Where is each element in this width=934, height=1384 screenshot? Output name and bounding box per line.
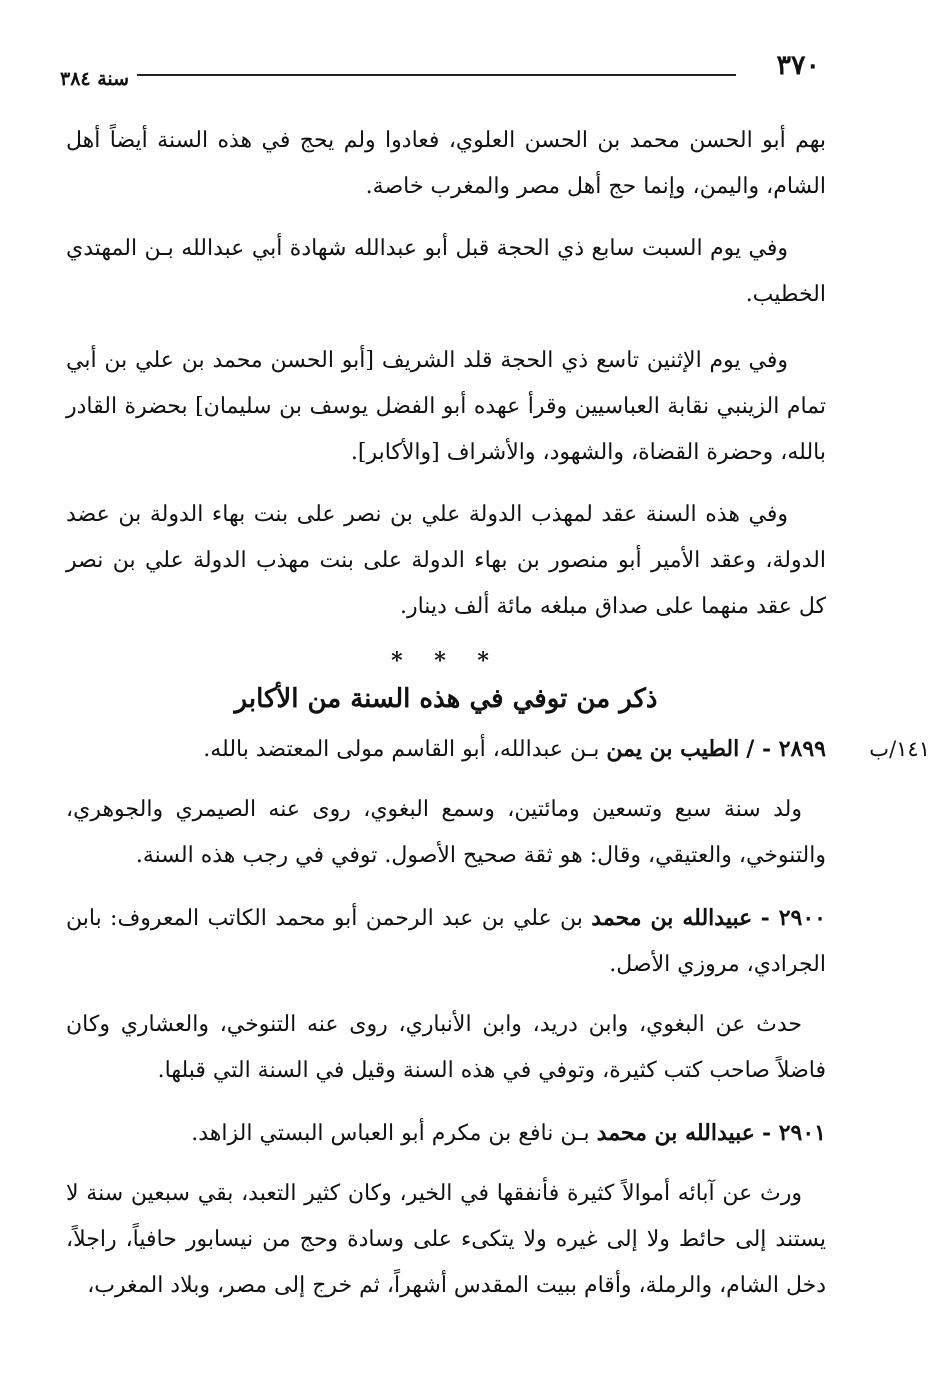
section-separator: * * * xyxy=(391,648,501,674)
paragraph-4: وفي هذه السنة عقد لمهذب الدولة علي بن نصر على بنت بهاء الدولة بن عضد الدولة، وعقد الأمير أبو منصور بن بهاء الدولة على بنت مهذب الدولة علي بن نصر كل عقد منهما على صداق مبلغه مائة ألف دينار. xyxy=(66,502,826,619)
paragraph-1: بهم أبو الحسن محمد بن الحسن العلوي، فعادوا ولم يحج في هذه السنة أيضاً أهل الشام، واليمن، وإنما حج أهل مصر والمغرب خاصة. xyxy=(66,128,826,199)
running-header xyxy=(60,50,820,94)
entry-name: عبيدالله بن محمد xyxy=(591,905,753,931)
year-label: سنة ٣٨٤ xyxy=(60,68,137,90)
entry-lineage: بن علي بن عبد الرحمن أبو محمد الكاتب المعروف: بابن الجرادي، مروزي الأصل. xyxy=(66,906,826,977)
header-rule xyxy=(60,74,736,76)
section-heading: ذكر من توفي في هذه السنة من الأكابر xyxy=(234,684,658,714)
page-body xyxy=(66,118,930,1325)
paragraph-2: وفي يوم السبت سابع ذي الحجة قبل أبو عبدالله شهادة أبي عبدالله بـن المهتدي الخطيب. xyxy=(66,236,826,307)
entry-lineage: بـن عبدالله، أبو القاسم مولى المعتضد بالله. xyxy=(203,737,600,762)
entry-lineage: بـن نافع بن مكرم أبو العباس البستي الزاهد. xyxy=(191,1121,590,1146)
entry-heading-2900 xyxy=(66,895,826,988)
page-number: ٣٧٠ xyxy=(776,50,820,81)
paragraph-3: وفي يوم الإثنين تاسع ذي الحجة قلد الشريف [أبو الحسن محمد بن علي بن أبي تمام الزينبي نقابة العباسيين وقرأ عهده أبو الفضل يوسف بن سليمان] بحضرة القادر بالله، وحضرة القضاة، والشهود، والأشراف [والأكابر]. xyxy=(66,348,826,465)
entry-body-2899: ولد سنة سبع وتسعين ومائتين، وسمع البغوي، روى عنه الصيمري والجوهري، والتنوخي، والعتيقي، وقال: هو ثقة صحيح الأصول. توفي في رجب هذه السنة. xyxy=(66,797,826,868)
entry-body-2900: حدث عن البغوي، وابن دريد، وابن الأنباري، روى عنه التنوخي، والعشاري وكان فاضلاً صاحب كتب كثيرة، وتوفي في هذه السنة وقيل في السنة التي قبلها. xyxy=(66,1012,826,1083)
entry-heading-2901 xyxy=(66,1110,826,1157)
entry-number: ٢٩٠١ - xyxy=(761,1120,826,1146)
entry-name: الطيب بن يمن xyxy=(606,736,740,762)
entry-name: عبيدالله بن محمد xyxy=(596,1120,755,1146)
entry-number: ٢٩٠٠ - xyxy=(760,905,826,931)
entry-number: ٢٨٩٩ - / xyxy=(746,736,826,762)
entry-body-2901: ورث عن آبائه أموالاً كثيرة فأنفقها في الخير، وكان كثير التعبد، بقي سبعين سنة لا يستند إلى حائط ولا إلى غيره ولا يتكىء على وسادة وحج من نيسابور حافياً، راجلاً، دخل الشام، والرملة، وأقام ببيت المقدس أشهراً، ثم خرج إلى مصر، وبلاد المغرب، xyxy=(66,1181,826,1298)
manuscript-folio-note: ١٤١/ب xyxy=(869,737,930,761)
entry-heading-2899 xyxy=(66,726,930,773)
